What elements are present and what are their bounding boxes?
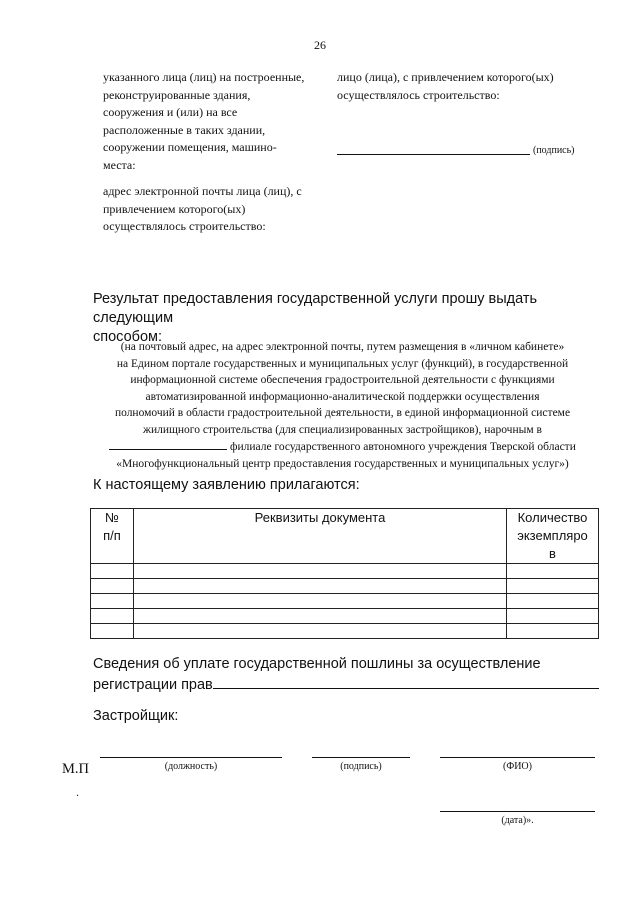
delivery-methods [80, 339, 605, 472]
text-line: «Многофункциональный центр предоставления государственных и муниципальных услуг») [116, 457, 569, 470]
text-line: привлечением которого(ых) [103, 201, 246, 216]
developer-label: Застройщик: [93, 708, 179, 724]
text-line: реконструированные здания, [103, 87, 251, 102]
date-line[interactable] [440, 799, 595, 812]
developer-signature-caption: (подпись) [340, 761, 382, 772]
table-row [91, 609, 599, 624]
table-cell[interactable] [134, 594, 507, 609]
text-line: автоматизированной информационно-аналитической поддержки осуществления [145, 390, 540, 403]
table-cell[interactable] [91, 609, 134, 624]
table-cell[interactable] [507, 609, 599, 624]
column-header-quantity: Количество экземпляро в [507, 509, 599, 564]
position-caption: (должность) [164, 761, 218, 772]
stamp-place-label: М.П [62, 761, 89, 777]
page-number: 26 [314, 38, 326, 52]
table-row [91, 579, 599, 594]
table-cell[interactable] [134, 609, 507, 624]
builder-label [337, 69, 597, 104]
table-cell[interactable] [91, 564, 134, 579]
text-line: места: [103, 157, 136, 172]
table-cell[interactable] [134, 579, 507, 594]
table-cell[interactable] [507, 564, 599, 579]
text-line: Сведения об уплате государственной пошлины за осуществление [93, 656, 541, 672]
position-line[interactable] [100, 745, 282, 758]
stray-dot: . [76, 785, 79, 799]
builder-signature-caption: (подпись) [533, 145, 575, 156]
text-line: (на почтовый адрес, на адрес электронной почты, путем размещения в «личном кабинете» [120, 341, 565, 353]
branch-blank-line[interactable] [109, 438, 227, 450]
developer-signature-line[interactable] [312, 745, 410, 758]
text-line: лицо (лица), с привлечением которого(ых) [337, 70, 554, 84]
text-line: информационной системе обеспечения градостроительной деятельности с функциями [130, 374, 555, 386]
attachments-heading: К настоящему заявлению прилагаются: [93, 477, 360, 493]
text-line: Результат предоставления государственной услуги прошу выдать следующим [93, 291, 538, 326]
date-caption: (дата)». [501, 815, 534, 826]
text-line: указанного лица (лиц) на построенные, [103, 70, 305, 84]
table-row [91, 564, 599, 579]
text-line: осуществлялось строительство: [103, 219, 266, 233]
attachments-table [90, 508, 599, 639]
column-header-number: № п/п [91, 509, 134, 564]
text-line: сооружении помещения, машино- [103, 140, 277, 154]
table-row [91, 624, 599, 639]
table-row [91, 594, 599, 609]
text-line: осуществлялось строительство: [337, 87, 500, 102]
text-line: сооружения и (или) на все [103, 105, 238, 119]
name-caption: (ФИО) [502, 761, 532, 772]
table-cell[interactable] [507, 594, 599, 609]
table-cell[interactable] [91, 579, 134, 594]
text-line: адрес электронной почты лица (лиц), с [103, 184, 302, 198]
text-line: регистрации прав [93, 674, 613, 695]
table-cell[interactable] [507, 579, 599, 594]
name-line[interactable] [440, 745, 595, 758]
email-label [103, 183, 333, 236]
column-header-document: Реквизиты документа [134, 509, 507, 564]
table-cell[interactable] [507, 624, 599, 639]
text-line: жилищного строительства (для специализированных застройщиков), нарочным в [143, 423, 542, 436]
builder-signature-line[interactable] [337, 142, 530, 155]
table-header-row [91, 509, 599, 564]
table-cell[interactable] [91, 594, 134, 609]
table-cell[interactable] [134, 624, 507, 639]
table-cell[interactable] [91, 624, 134, 639]
text-line: способом: [93, 329, 163, 345]
owner-rights-label [103, 69, 333, 174]
fee-blank-line[interactable] [213, 674, 599, 689]
table-cell[interactable] [134, 564, 507, 579]
text-line: филиале государственного автономного учреждения Тверской области [80, 438, 605, 456]
text-line: расположенные в таких здании, [103, 122, 266, 137]
text-line: полномочий в области градостроительной деятельности, в единой информационной системе [114, 407, 571, 419]
text-line: на Едином портале государственных и муниципальных услуг (функций), в государственной [116, 357, 569, 370]
fee-info [93, 655, 613, 695]
